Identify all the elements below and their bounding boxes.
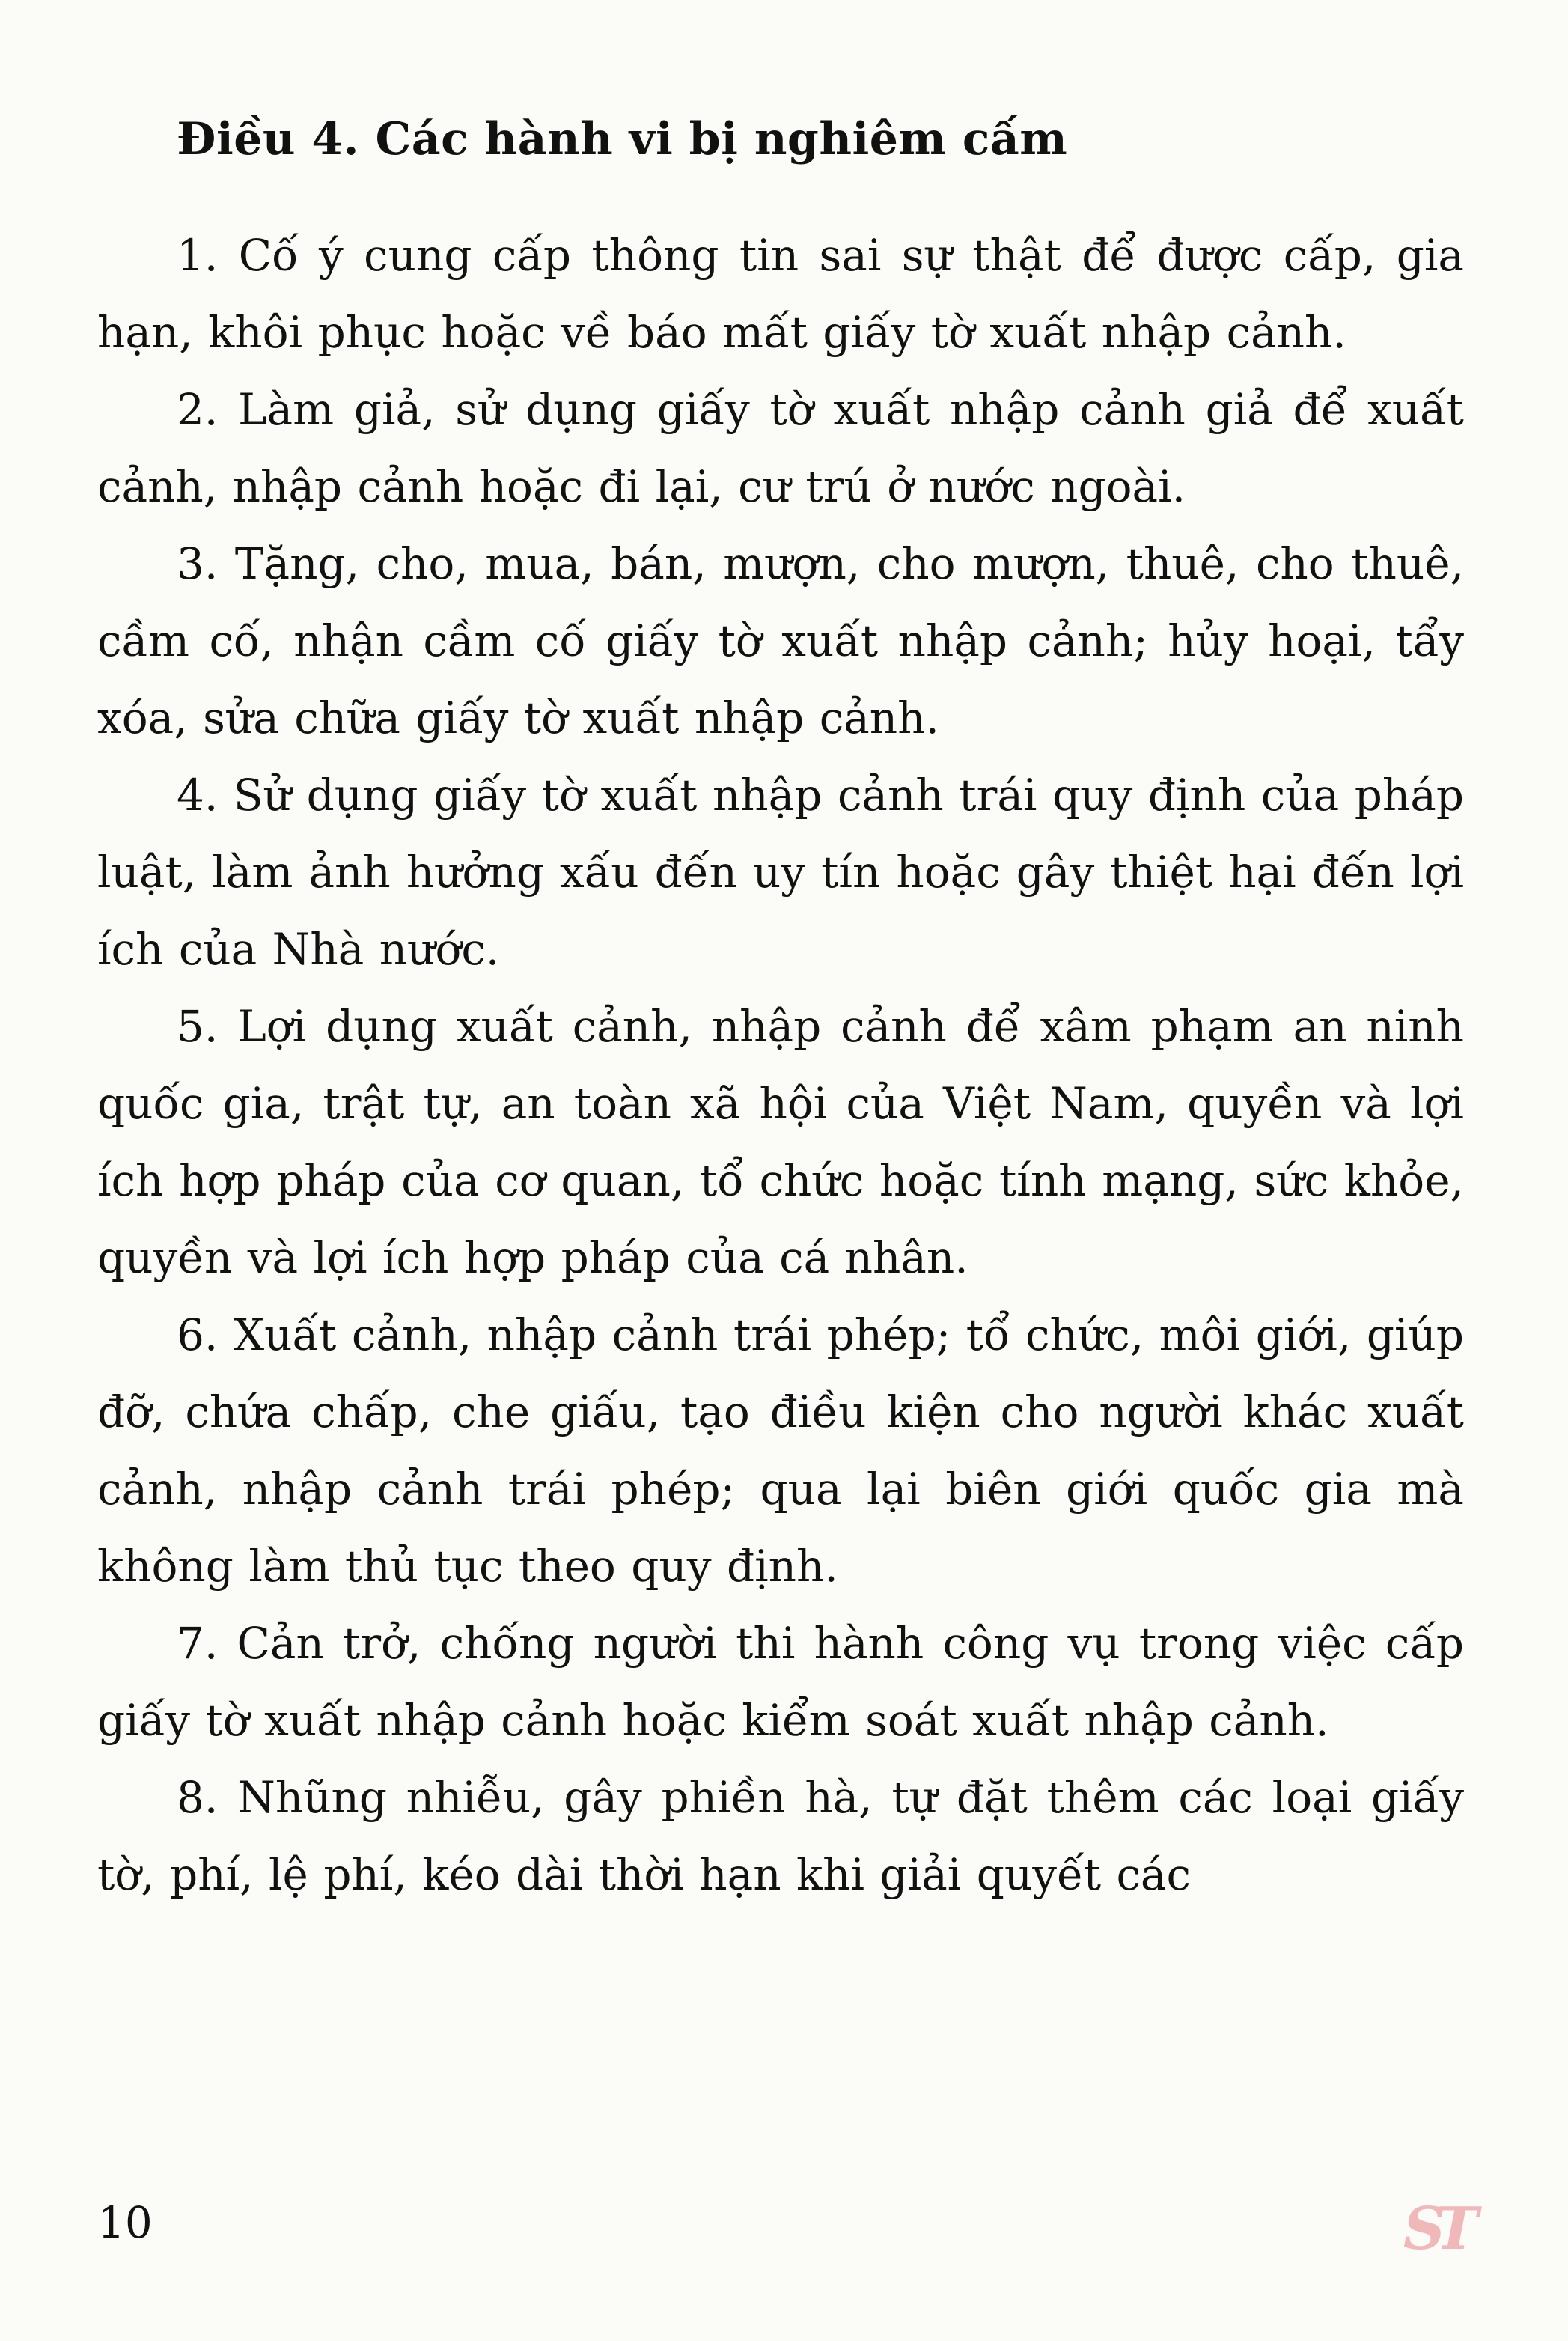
clause-2: 2. Làm giả, sử dụng giấy tờ xuất nhập cảnh giả để xuất cảnh, nhập cảnh hoặc đi lại, cư trú ở nước ngoài.: [97, 384, 1464, 512]
page-number: 10: [97, 2197, 153, 2248]
clause-3: 3. Tặng, cho, mua, bán, mượn, cho mượn, thuê, cho thuê, cầm cố, nhận cầm cố giấy tờ xuất nhập cảnh; hủy hoại, tẩy xóa, sửa chữa giấy tờ xuất nhập cảnh.: [97, 538, 1464, 743]
clause-6: 6. Xuất cảnh, nhập cảnh trái phép; tổ chức, môi giới, giúp đỡ, chứa chấp, che giấu, tạo điều kiện cho người khác xuất cảnh, nhập cảnh trái phép; qua lại biên giới quốc gia mà không làm thủ tục theo quy định.: [97, 1309, 1464, 1592]
publisher-logo: ST: [1403, 2195, 1468, 2263]
article-body: [97, 217, 1464, 1914]
clause-8: 8. Nhũng nhiễu, gây phiền hà, tự đặt thêm các loại giấy tờ, phí, lệ phí, kéo dài thời hạn khi giải quyết các: [97, 1772, 1464, 1900]
article-heading: Điều 4. Các hành vi bị nghiêm cấm: [177, 113, 1068, 165]
clause-7: 7. Cản trở, chống người thi hành công vụ trong việc cấp giấy tờ xuất nhập cảnh hoặc kiểm soát xuất nhập cảnh.: [97, 1618, 1464, 1746]
clause-1: 1. Cố ý cung cấp thông tin sai sự thật để được cấp, gia hạn, khôi phục hoặc về báo mất giấy tờ xuất nhập cảnh.: [97, 230, 1464, 358]
clause-4: 4. Sử dụng giấy tờ xuất nhập cảnh trái quy định của pháp luật, làm ảnh hưởng xấu đến uy tín hoặc gây thiệt hại đến lợi ích của Nhà nước.: [97, 770, 1464, 975]
clause-5: 5. Lợi dụng xuất cảnh, nhập cảnh để xâm phạm an ninh quốc gia, trật tự, an toàn xã hội của Việt Nam, quyền và lợi ích hợp pháp của cơ quan, tổ chức hoặc tính mạng, sức khỏe, quyền và lợi ích hợp pháp của cá nhân.: [97, 1001, 1464, 1283]
